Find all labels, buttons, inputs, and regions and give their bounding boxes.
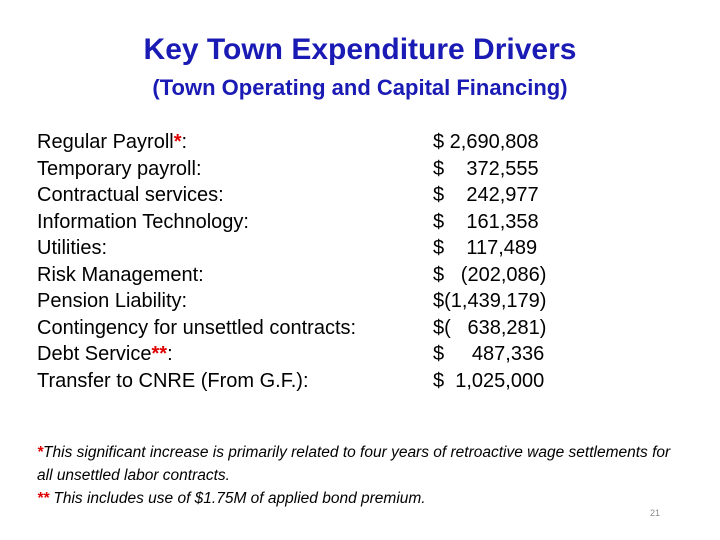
- expenditure-amount: $( 638,281): [433, 316, 547, 339]
- expenditure-label: Debt Service**:: [37, 343, 173, 365]
- footnote-marker: **: [151, 343, 168, 365]
- expenditure-list: [37, 129, 677, 394]
- expenditure-label: Transfer to CNRE (From G.F.):: [37, 369, 309, 392]
- expenditure-row-information-technology: [37, 209, 677, 236]
- expenditure-label: Temporary payroll:: [37, 157, 202, 180]
- slide-subtitle: (Town Operating and Capital Financing): [152, 75, 568, 100]
- expenditure-row-pension-liability: [37, 288, 677, 315]
- expenditure-label: Risk Management:: [37, 263, 204, 286]
- expenditure-row-temporary-payroll: [37, 156, 677, 183]
- footnote-marker: **: [37, 490, 50, 507]
- footnote-2: [37, 487, 687, 510]
- expenditure-label: Information Technology:: [37, 210, 249, 233]
- expenditure-amount: $ 117,489: [433, 237, 538, 259]
- footnotes: [37, 441, 687, 510]
- slide-title: Key Town Expenditure Drivers: [143, 33, 577, 66]
- footnote-1: [37, 441, 687, 487]
- expenditure-label: Contractual services:: [37, 184, 224, 206]
- expenditure-row-transfer-cnre: [37, 368, 677, 395]
- expenditure-label: Contingency for unsettled contracts:: [37, 316, 357, 339]
- expenditure-amount: $ 1,025,000: [433, 369, 545, 392]
- expenditure-row-contractual-services: [37, 182, 677, 209]
- expenditure-label: Regular Payroll*:: [37, 131, 188, 153]
- expenditure-amount: $(1,439,179): [433, 290, 547, 312]
- expenditure-amount: $ 242,977: [433, 184, 539, 206]
- footnote-marker: *: [37, 444, 44, 461]
- expenditure-row-contingency: [37, 315, 677, 342]
- expenditure-amount: $ 372,555: [433, 157, 539, 180]
- expenditure-amount: $ 487,336: [433, 343, 545, 365]
- expenditure-label: Pension Liability:: [37, 290, 188, 312]
- footnote-text: This includes use of $1.75M of applied bond premium.: [49, 490, 426, 507]
- expenditure-row-debt-service: [37, 341, 677, 368]
- expenditure-amount: $ 161,358: [433, 210, 539, 233]
- slide-number: 21: [650, 508, 661, 518]
- expenditure-amount: $ 2,690,808: [433, 131, 539, 153]
- expenditure-row-utilities: [37, 235, 677, 262]
- expenditure-label: Utilities:: [37, 237, 108, 259]
- footnote-text: This significant increase is primarily related to four years of retroactive wage settlements for all unsettled labor contracts.: [37, 444, 671, 484]
- expenditure-row-risk-management: [37, 262, 677, 289]
- expenditure-amount: $ (202,086): [433, 263, 547, 286]
- expenditure-row-regular-payroll: [37, 129, 677, 156]
- footnote-marker: *: [173, 131, 182, 153]
